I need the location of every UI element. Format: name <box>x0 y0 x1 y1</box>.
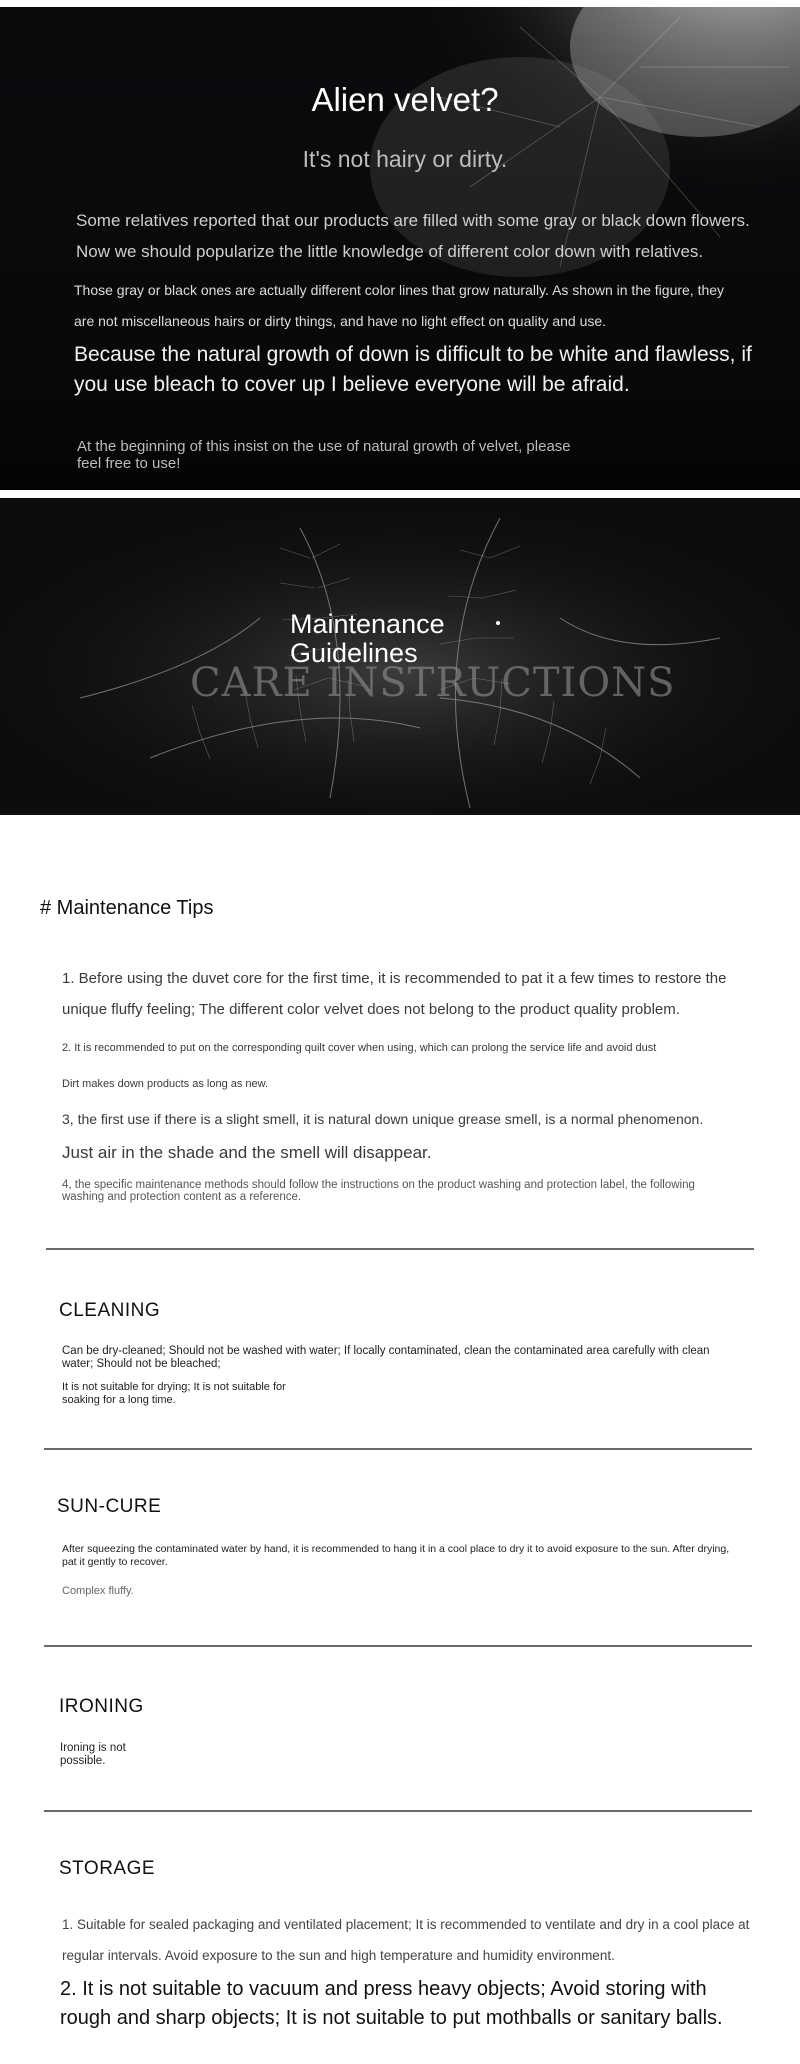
maintenance-tips-heading: # Maintenance Tips <box>40 897 214 919</box>
banner-title: Maintenance Guidelines <box>290 609 445 668</box>
tip-3: 3, the first use if there is a slight smell, it is natural down unique grease smell, is a normal phenomenon. <box>62 1111 704 1127</box>
storage-title: STORAGE <box>59 1858 156 1879</box>
tip-2: 2. It is recommended to put on the corresponding quilt cover when using, which can prolong the service life and avoid dust <box>62 1042 657 1054</box>
alien-velvet-banner <box>0 7 800 490</box>
tip-2-continued: Dirt makes down products as long as new. <box>62 1078 269 1090</box>
ironing-title: IRONING <box>59 1696 144 1717</box>
storage-text-2: 2. It is not suitable to vacuum and press heavy objects; Avoid storing with rough and sharp objects; It is not suitable to put mothballs or sanitary balls. <box>60 1978 723 2029</box>
hero-paragraph-4: At the beginning of this insist on the use of natural growth of velvet, please feel free to use! <box>77 438 571 472</box>
divider <box>44 1810 752 1812</box>
hero-subtitle: It's not hairy or dirty. <box>302 146 508 172</box>
hero-title: Alien velvet? <box>311 81 499 118</box>
tip-4: 4, the specific maintenance methods should follow the instructions on the product washing and protection label, the following washing and protection content as a reference. <box>62 1179 695 1203</box>
hero-paragraph-3: Because the natural growth of down is difficult to be white and flawless, if you use bleach to cover up I believe everyone will be afraid. <box>74 343 752 396</box>
hero-paragraph-2: Those gray or black ones are actually different color lines that grow naturally. As shown in the figure, they are not miscellaneous hairs or dirty things, and have no light effect on quality and use. <box>74 282 725 329</box>
tip-3-continued: Just air in the shade and the smell will disappear. <box>62 1143 432 1162</box>
hero-paragraph-1: Some relatives reported that our products are filled with some gray or black down flowers. Now we should popularize the little knowledge of different color down with relatives. <box>76 211 750 261</box>
divider <box>44 1448 752 1450</box>
tip-1: 1. Before using the duvet core for the first time, it is recommended to pat it a few times to restore the unique fluffy feeling; The different color velvet does not belong to the product quality problem. <box>62 970 727 1018</box>
divider <box>46 1248 754 1250</box>
cleaning-text-2: It is not suitable for drying; It is not suitable for soaking for a long time. <box>62 1381 286 1406</box>
maintenance-guidelines-banner <box>0 498 800 815</box>
sun-cure-text-2: Complex fluffy. <box>62 1585 134 1597</box>
sun-cure-title: SUN-CURE <box>57 1496 162 1517</box>
banner-watermark: CARE INSTRUCTIONS <box>190 660 676 706</box>
sun-cure-text-1: After squeezing the contaminated water by hand, it is recommended to hang it in a cool place to dry it to avoid exposure to the sun. After drying, pat it gently to recover. <box>62 1543 730 1568</box>
divider <box>44 1645 752 1647</box>
ironing-text: Ironing is not possible. <box>60 1742 126 1767</box>
storage-text-1: 1. Suitable for sealed packaging and ventilated placement; It is recommended to ventilate and dry in a cool place at regular intervals. Avoid exposure to the sun and high temperature and humidity environment. <box>62 1917 750 1963</box>
cleaning-text-1: Can be dry-cleaned; Should not be washed with water; If locally contaminated, clean the contaminated area carefully with clean water; Should not be bleached; <box>62 1345 710 1370</box>
cleaning-title: CLEANING <box>59 1300 161 1321</box>
